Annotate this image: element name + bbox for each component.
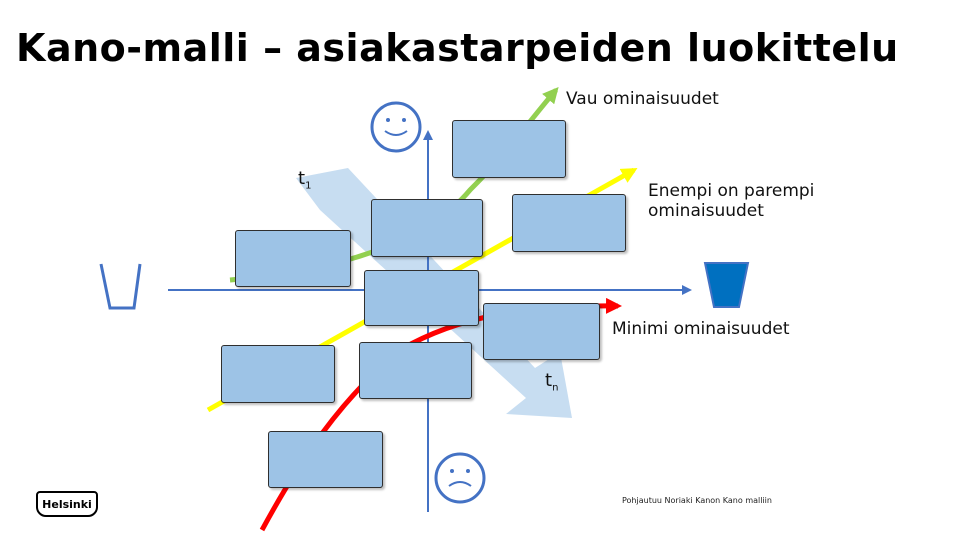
more-better-label (648, 181, 814, 221)
happy-face-icon (372, 103, 420, 151)
source-footnote: Pohjautuu Noriaki Kanon Kano malliin (622, 496, 772, 505)
diagram-box-1 (452, 120, 566, 178)
diagram-box-2 (371, 199, 483, 257)
diagram-box-5 (364, 270, 479, 326)
t1-label-base: t (298, 168, 306, 189)
tn-label (545, 370, 558, 394)
empty-glass-icon (101, 264, 140, 308)
more-better-label-line1: Enempi on parempi (648, 181, 815, 201)
minimum-features-label: Minimi ominaisuudet (612, 319, 790, 339)
helsinki-logo (36, 491, 98, 517)
tn-label-sub: n (552, 382, 559, 394)
page-title: Kano-malli – asiakastarpeiden luokittelu (16, 26, 899, 70)
diagram-box-6 (483, 303, 600, 360)
diagram-box-9 (268, 431, 383, 488)
tn-label-base: t (545, 370, 553, 391)
diagram-box-3 (512, 194, 626, 252)
more-better-label-line2: ominaisuudet (648, 201, 764, 221)
diagram-box-7 (221, 345, 335, 403)
wow-features-label: Vau ominaisuudet (566, 89, 719, 109)
diagram-box-4 (235, 230, 351, 287)
t1-label (298, 168, 311, 192)
full-glass-icon (705, 263, 748, 307)
diagram-box-8 (359, 342, 472, 399)
helsinki-logo-text: Helsinki (42, 497, 92, 511)
sad-face-icon (436, 454, 484, 502)
t1-label-sub: 1 (305, 180, 312, 192)
